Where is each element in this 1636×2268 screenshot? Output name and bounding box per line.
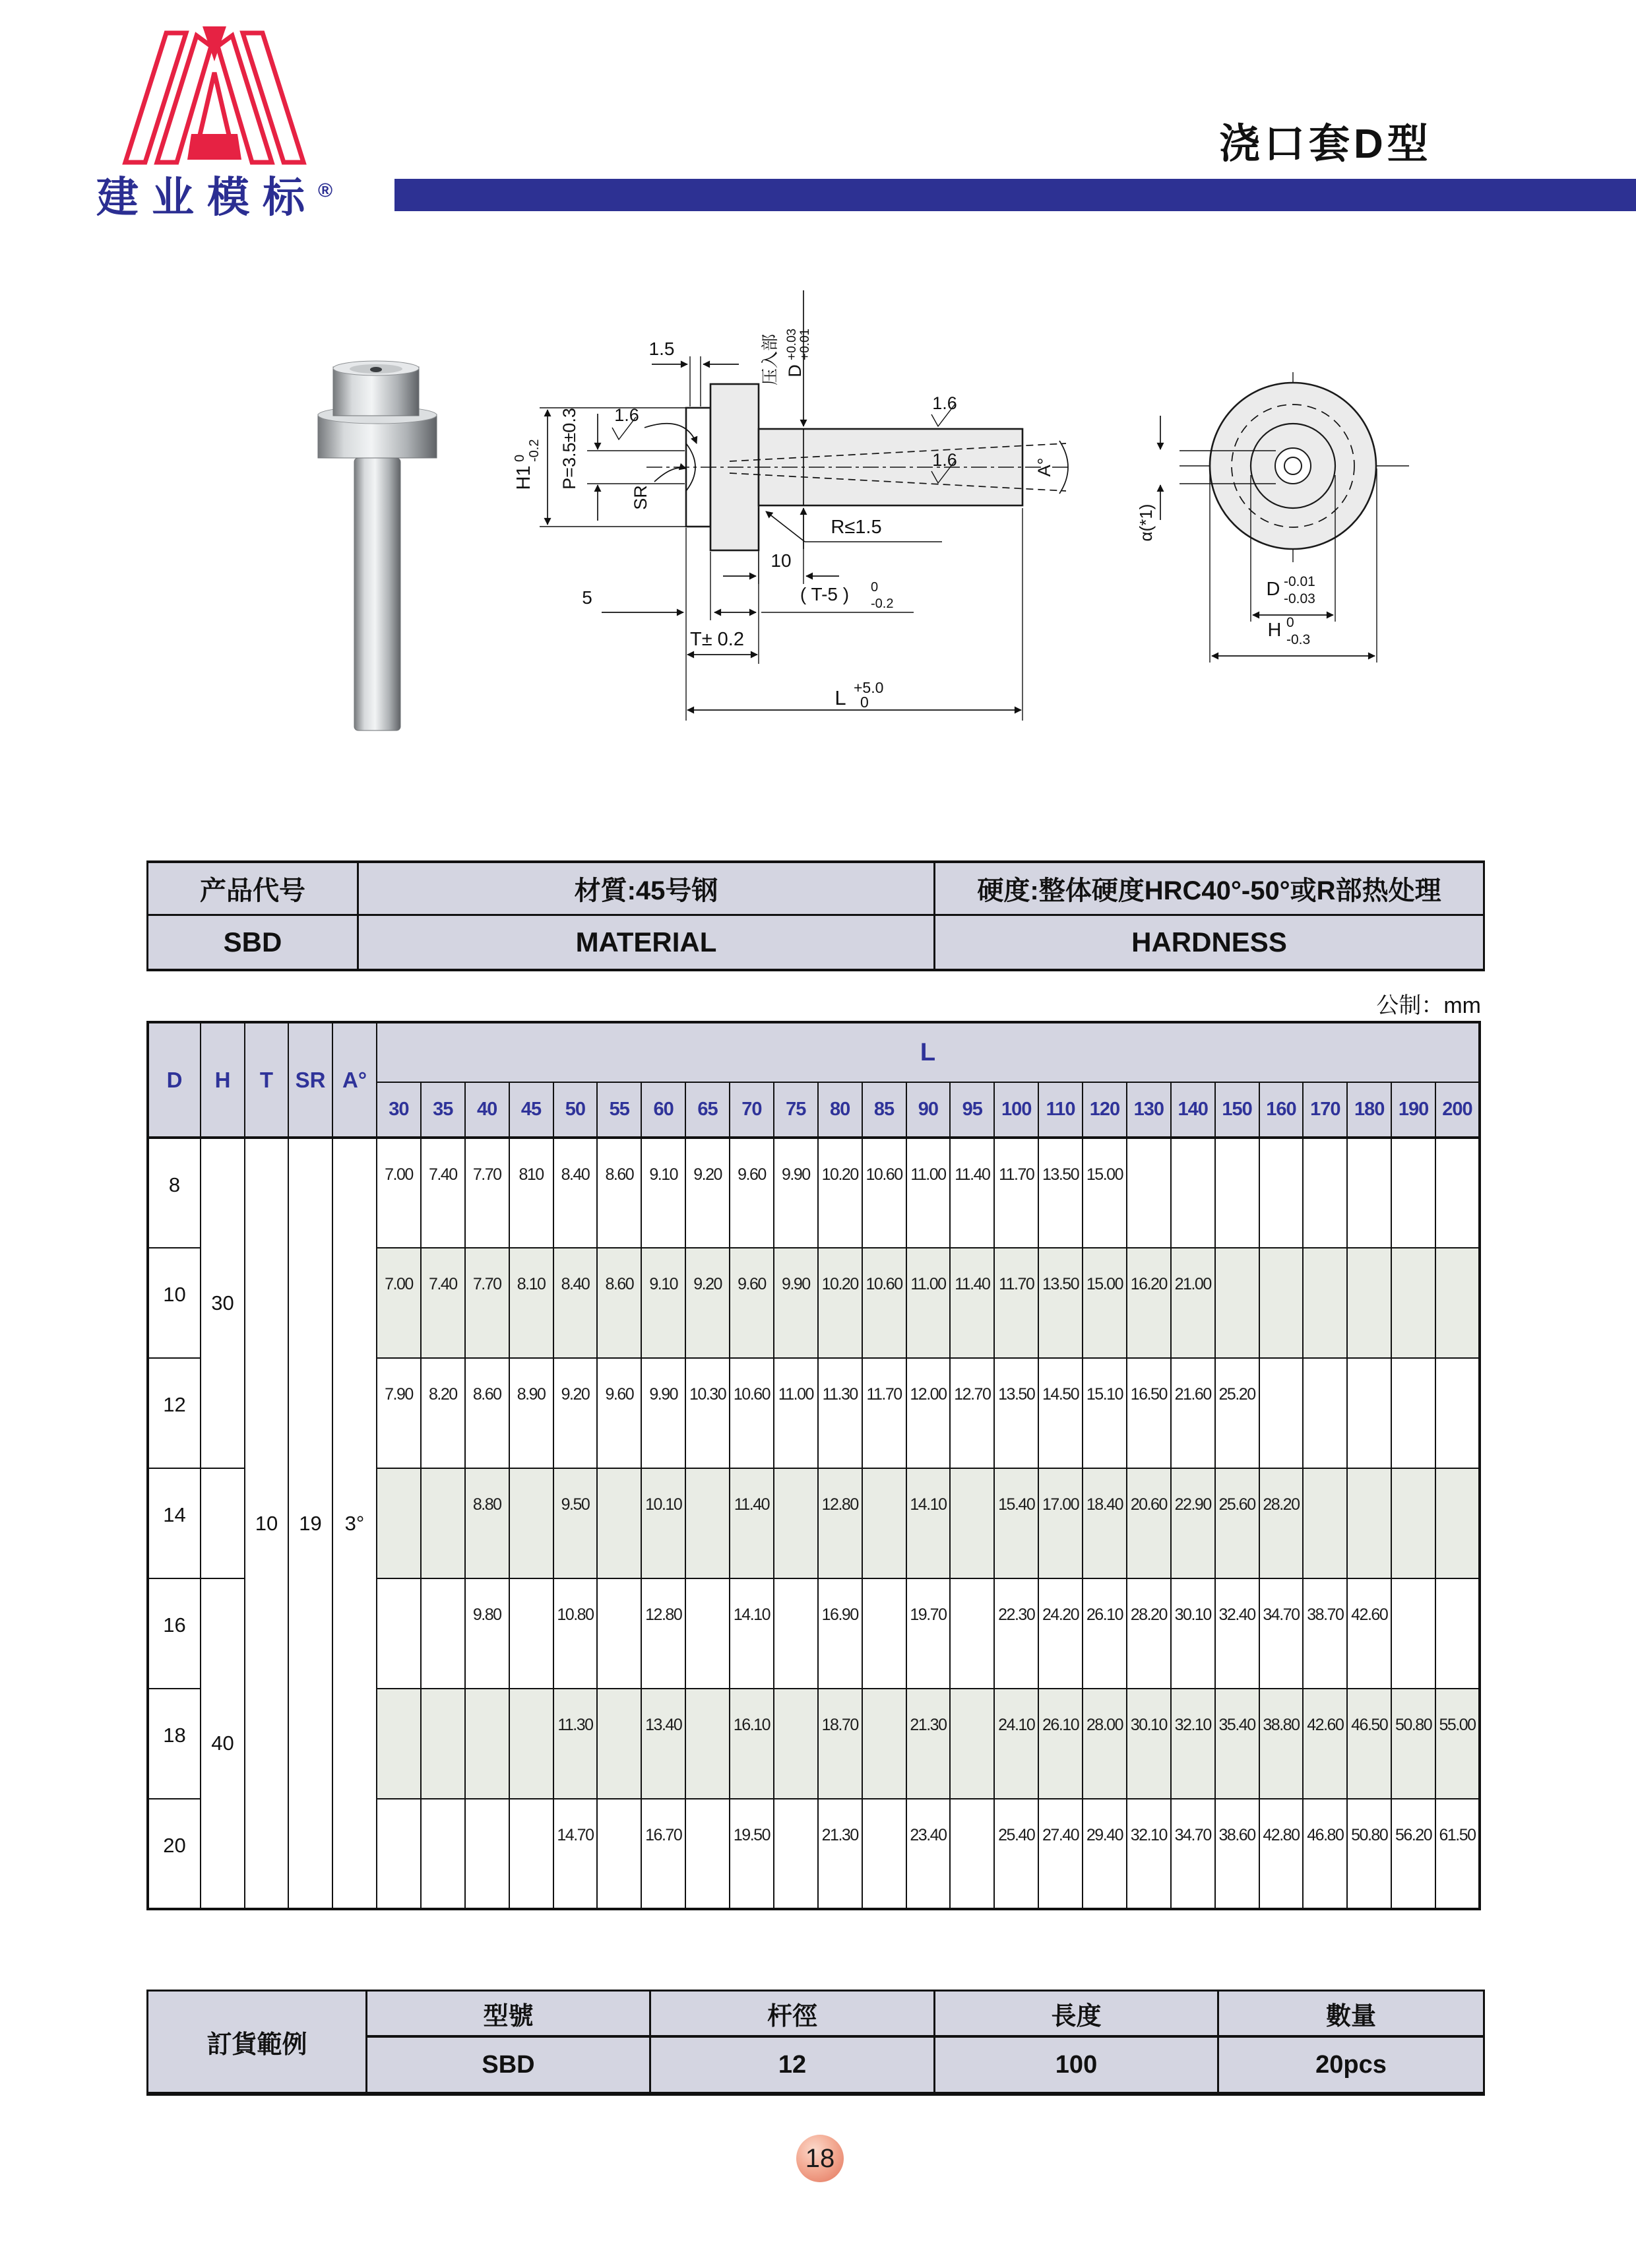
l-value-cell: 10.20	[818, 1138, 862, 1248]
l-col-100: 100	[994, 1082, 1038, 1138]
l-value-cell	[1391, 1468, 1435, 1578]
sr-label: SR	[631, 485, 650, 510]
l-value-cell: 11.40	[730, 1468, 774, 1578]
l-value-cell: 22.30	[994, 1578, 1038, 1689]
l-value-cell: 8.90	[509, 1358, 553, 1468]
d-value: 8	[148, 1138, 201, 1248]
l-value-cell: 38.70	[1303, 1578, 1347, 1689]
l-value-cell: 50.80	[1347, 1799, 1391, 1909]
l-value-cell	[862, 1799, 906, 1909]
l-value-cell: 21.60	[1171, 1358, 1215, 1468]
l-value-cell	[421, 1689, 465, 1799]
l-tol-up: +5.0	[854, 679, 884, 696]
l-value-cell	[597, 1689, 641, 1799]
l-col-55: 55	[597, 1082, 641, 1138]
order-value-model: SBD	[365, 2038, 649, 2092]
d-value: 16	[148, 1578, 201, 1689]
l-value-cell: 11.70	[994, 1248, 1038, 1358]
l-value-cell: 13.50	[994, 1358, 1038, 1468]
l-value-cell: 11.30	[553, 1689, 598, 1799]
l-value-cell: 30.10	[1127, 1689, 1171, 1799]
l-value-cell: 55.00	[1435, 1689, 1480, 1799]
l-value-cell: 9.90	[774, 1248, 818, 1358]
l-col-60: 60	[641, 1082, 685, 1138]
l-value-cell	[774, 1578, 818, 1689]
l-value-cell: 14.50	[1038, 1358, 1083, 1468]
d-tol-dn: -0.03	[1284, 591, 1315, 606]
l-value-cell	[597, 1468, 641, 1578]
l-value-cell	[509, 1689, 553, 1799]
l-value-cell: 12.00	[906, 1358, 951, 1468]
l-value-cell	[774, 1468, 818, 1578]
l-col-40: 40	[465, 1082, 509, 1138]
l-value-cell: 42.80	[1259, 1799, 1304, 1909]
l-value-cell: 23.40	[906, 1799, 951, 1909]
l-value-cell: 11.40	[950, 1138, 994, 1248]
l-value-cell: 9.60	[730, 1248, 774, 1358]
l-value-cell: 8.80	[465, 1468, 509, 1578]
a-value: 3°	[332, 1138, 377, 1909]
l-value-cell: 34.70	[1259, 1578, 1304, 1689]
l-value-cell	[1347, 1248, 1391, 1358]
l-value-cell: 25.40	[994, 1799, 1038, 1909]
l-value-cell: 32.10	[1171, 1689, 1215, 1799]
d-value: 14	[148, 1468, 201, 1578]
size-row-d8	[148, 1138, 1480, 1248]
l-value-cell: 29.40	[1083, 1799, 1127, 1909]
l-value-cell: 9.90	[641, 1358, 685, 1468]
l-col-30: 30	[377, 1082, 421, 1138]
l-value-cell	[1127, 1138, 1171, 1248]
l-value-cell: 10.20	[818, 1248, 862, 1358]
l-value-cell: 8.10	[509, 1248, 553, 1358]
l-value-cell	[774, 1689, 818, 1799]
t5-tol-up: 0	[871, 580, 879, 595]
l-value-cell: 16.50	[1127, 1358, 1171, 1468]
l-value-cell: 10.60	[862, 1138, 906, 1248]
part-photo	[318, 361, 437, 730]
l-value-cell: 10.30	[685, 1358, 730, 1468]
l-value-cell: 18.70	[818, 1689, 862, 1799]
l-col-110: 110	[1038, 1082, 1083, 1138]
l-value-cell: 30.10	[1171, 1578, 1215, 1689]
l-value-cell: 7.90	[377, 1358, 421, 1468]
h1-label: H1	[513, 465, 534, 490]
l-value-cell	[509, 1578, 553, 1689]
l-col-160: 160	[1259, 1082, 1304, 1138]
l-value-cell	[1259, 1248, 1304, 1358]
page-number-badge	[796, 2135, 844, 2182]
l-value-cell: 9.10	[641, 1138, 685, 1248]
r-label: R≤1.5	[831, 517, 882, 538]
hardness-cn: 硬度:整体硬度HRC40°-50°或R部热处理	[933, 863, 1483, 916]
l-col-180: 180	[1347, 1082, 1391, 1138]
l-value-cell: 810	[509, 1138, 553, 1248]
l-value-cell	[685, 1689, 730, 1799]
l-value-cell: 46.50	[1347, 1689, 1391, 1799]
l-value-cell: 8.40	[553, 1248, 598, 1358]
roughness-mark-2	[931, 393, 957, 426]
l-value-cell: 38.80	[1259, 1689, 1304, 1799]
l-value-cell: 11.40	[950, 1248, 994, 1358]
l-value-cell: 12.70	[950, 1358, 994, 1468]
t5-label: ( T-5 )	[800, 584, 850, 604]
l-value-cell: 21.30	[906, 1689, 951, 1799]
l-value-cell	[950, 1468, 994, 1578]
l-value-cell	[421, 1468, 465, 1578]
t-label: T± 0.2	[689, 629, 745, 650]
page-title: 浇口套D型	[1219, 121, 1432, 167]
l-value-cell: 12.80	[818, 1468, 862, 1578]
l-col-170: 170	[1303, 1082, 1347, 1138]
l-col-45: 45	[509, 1082, 553, 1138]
l-value-cell	[950, 1799, 994, 1909]
l-col-140: 140	[1171, 1082, 1215, 1138]
l-value-cell: 24.20	[1038, 1578, 1083, 1689]
l-value-cell	[1347, 1358, 1391, 1468]
l-value-cell: 9.60	[597, 1358, 641, 1468]
l-value-cell: 17.00	[1038, 1468, 1083, 1578]
l-value-cell	[1171, 1138, 1215, 1248]
l-value-cell	[509, 1468, 553, 1578]
l-value-cell	[377, 1799, 421, 1909]
order-title: 訂貨範例	[206, 2030, 307, 2059]
order-header-length: 長度	[933, 1992, 1217, 2038]
t-value: 10	[245, 1138, 288, 1909]
l-value-cell: 9.50	[553, 1468, 598, 1578]
order-header-diameter: 杆徑	[649, 1992, 933, 2038]
h-value: 40	[201, 1578, 245, 1909]
l-value-cell: 61.50	[1435, 1799, 1480, 1909]
l-value-cell: 11.00	[906, 1248, 951, 1358]
l-value-cell	[1435, 1578, 1480, 1689]
l-value-cell	[597, 1799, 641, 1909]
l-col-70: 70	[730, 1082, 774, 1138]
l-value-cell	[377, 1689, 421, 1799]
l-col-200: 200	[1435, 1082, 1480, 1138]
l-col-35: 35	[421, 1082, 465, 1138]
l-value-cell	[1259, 1358, 1304, 1468]
l-value-cell	[465, 1799, 509, 1909]
l-value-cell	[509, 1799, 553, 1909]
press-fit-tol-up: +0.03	[785, 328, 799, 360]
d-value: 20	[148, 1799, 201, 1909]
d-value: 18	[148, 1689, 201, 1799]
size-table-head	[148, 1022, 1480, 1138]
registered-mark: ®	[318, 179, 333, 202]
l-value-cell: 16.20	[1127, 1248, 1171, 1358]
svg-text:1.6: 1.6	[932, 450, 957, 470]
l-value-cell: 15.00	[1083, 1138, 1127, 1248]
d-value: 12	[148, 1358, 201, 1468]
l-value-cell: 9.20	[553, 1358, 598, 1468]
l-value-cell: 18.40	[1083, 1468, 1127, 1578]
l-value-cell	[685, 1799, 730, 1909]
l-value-cell: 14.10	[730, 1578, 774, 1689]
l-value-cell: 16.70	[641, 1799, 685, 1909]
col-header-h: H	[201, 1022, 245, 1138]
l-value-cell: 9.80	[465, 1578, 509, 1689]
h-value	[201, 1468, 245, 1578]
l-value-cell: 13.50	[1038, 1138, 1083, 1248]
press-fit-tol-dn: +0.01	[798, 328, 812, 360]
l-value-cell	[1303, 1358, 1347, 1468]
l-value-cell: 56.20	[1391, 1799, 1435, 1909]
l-value-cell: 10.60	[862, 1248, 906, 1358]
order-value-length: 100	[933, 2038, 1217, 2092]
l-value-cell: 28.20	[1259, 1468, 1304, 1578]
l-value-cell	[1215, 1248, 1259, 1358]
d-label: D	[1266, 579, 1280, 600]
l-col-150: 150	[1215, 1082, 1259, 1138]
order-value-qty: 20pcs	[1217, 2038, 1483, 2092]
l-value-cell: 7.70	[465, 1138, 509, 1248]
col-header-d: D	[148, 1022, 201, 1138]
svg-text:1.6: 1.6	[614, 405, 639, 425]
l-value-cell	[774, 1799, 818, 1909]
l-col-130: 130	[1127, 1082, 1171, 1138]
l-value-cell	[465, 1689, 509, 1799]
press-fit-d: D	[785, 364, 805, 377]
l-value-cell: 15.10	[1083, 1358, 1127, 1468]
h-label: H	[1267, 620, 1282, 641]
dim-1-5: 1.5	[648, 339, 675, 359]
l-col-95: 95	[950, 1082, 994, 1138]
l-value-cell	[1215, 1138, 1259, 1248]
col-header-sr: SR	[288, 1022, 332, 1138]
l-value-cell: 27.40	[1038, 1799, 1083, 1909]
l-value-cell	[1435, 1138, 1480, 1248]
l-tol-dn: 0	[860, 694, 869, 711]
header-rule	[394, 179, 1636, 211]
size-table	[146, 1021, 1481, 1910]
l-value-cell: 13.40	[641, 1689, 685, 1799]
section-view	[513, 290, 1072, 721]
material-table	[146, 860, 1485, 971]
l-value-cell	[1435, 1358, 1480, 1468]
l-value-cell: 15.40	[994, 1468, 1038, 1578]
l-value-cell: 25.60	[1215, 1468, 1259, 1578]
d-value: 10	[148, 1248, 201, 1358]
material-cn: 材質:45号钢	[357, 863, 933, 916]
technical-drawing	[277, 251, 1484, 851]
h-tol-dn: -0.3	[1286, 632, 1311, 647]
l-value-cell: 28.00	[1083, 1689, 1127, 1799]
l-value-cell: 20.60	[1127, 1468, 1171, 1578]
l-value-cell: 11.00	[774, 1358, 818, 1468]
dim-5: 5	[582, 587, 592, 608]
l-value-cell	[1391, 1248, 1435, 1358]
l-value-cell	[950, 1578, 994, 1689]
l-value-cell: 8.60	[597, 1248, 641, 1358]
l-value-cell: 42.60	[1303, 1689, 1347, 1799]
l-value-cell	[1303, 1468, 1347, 1578]
t5-tol-dn: -0.2	[871, 597, 894, 611]
l-value-cell	[685, 1578, 730, 1689]
l-value-cell: 22.90	[1171, 1468, 1215, 1578]
order-header-model: 型號	[365, 1992, 649, 2038]
l-value-cell: 24.10	[994, 1689, 1038, 1799]
l-value-cell: 8.20	[421, 1358, 465, 1468]
l-value-cell	[1347, 1138, 1391, 1248]
l-value-cell: 7.40	[421, 1138, 465, 1248]
h-tol-up: 0	[1286, 615, 1294, 630]
l-value-cell: 32.40	[1215, 1578, 1259, 1689]
l-value-cell	[862, 1689, 906, 1799]
l-value-cell	[421, 1578, 465, 1689]
l-value-cell: 7.00	[377, 1248, 421, 1358]
hardness-en: HARDNESS	[933, 916, 1483, 969]
company-logo-icon	[99, 25, 330, 165]
l-value-cell: 16.10	[730, 1689, 774, 1799]
company-name: 建业模标®	[96, 174, 333, 221]
l-col-80: 80	[818, 1082, 862, 1138]
h1-tol-up: 0	[513, 454, 527, 462]
l-value-cell	[377, 1468, 421, 1578]
size-table-wrap	[146, 1021, 1481, 1910]
size-table-body	[148, 1138, 1480, 1909]
l-col-85: 85	[862, 1082, 906, 1138]
l-value-cell	[1391, 1138, 1435, 1248]
metric-unit-label: 公制：mm	[1376, 993, 1481, 1018]
l-value-cell: 9.90	[774, 1138, 818, 1248]
l-value-cell: 21.30	[818, 1799, 862, 1909]
l-value-cell: 9.10	[641, 1248, 685, 1358]
l-value-cell: 11.70	[994, 1138, 1038, 1248]
roughness-mark-1	[612, 405, 639, 439]
l-value-cell: 50.80	[1391, 1689, 1435, 1799]
l-value-cell: 9.20	[685, 1248, 730, 1358]
l-value-cell	[597, 1578, 641, 1689]
l-value-cell	[1435, 1248, 1480, 1358]
l-value-cell: 9.20	[685, 1138, 730, 1248]
l-value-cell: 8.40	[553, 1138, 598, 1248]
l-value-cell: 10.80	[553, 1578, 598, 1689]
l-col-50: 50	[553, 1082, 598, 1138]
product-code-label: 产品代号	[148, 863, 357, 916]
l-value-cell: 42.60	[1347, 1578, 1391, 1689]
l-value-cell: 19.50	[730, 1799, 774, 1909]
alpha-label: α(*1)	[1136, 503, 1156, 542]
p-label: P=3.5±0.3	[559, 408, 579, 490]
order-example-table	[146, 1990, 1485, 2096]
l-value-cell: 15.00	[1083, 1248, 1127, 1358]
end-view	[1136, 372, 1409, 663]
order-value-diameter: 12	[649, 2038, 933, 2092]
l-value-cell: 28.20	[1127, 1578, 1171, 1689]
l-value-cell: 32.10	[1127, 1799, 1171, 1909]
l-value-cell: 13.50	[1038, 1248, 1083, 1358]
l-value-cell: 14.10	[906, 1468, 951, 1578]
l-value-cell: 9.60	[730, 1138, 774, 1248]
col-header-l: L	[377, 1022, 1480, 1082]
l-value-cell: 26.10	[1038, 1689, 1083, 1799]
l-value-cell: 11.70	[862, 1358, 906, 1468]
l-value-cell: 7.00	[377, 1138, 421, 1248]
l-value-cell	[1259, 1138, 1304, 1248]
l-value-cell	[862, 1468, 906, 1578]
col-header-a: A°	[332, 1022, 377, 1138]
l-col-120: 120	[1083, 1082, 1127, 1138]
sr-value: 19	[288, 1138, 332, 1909]
l-value-cell: 26.10	[1083, 1578, 1127, 1689]
l-value-cell	[1435, 1468, 1480, 1578]
l-value-cell	[1303, 1248, 1347, 1358]
l-value-cell: 12.80	[641, 1578, 685, 1689]
l-label: L	[834, 686, 846, 709]
svg-text:1.6: 1.6	[932, 393, 957, 413]
h1-tol-dn: -0.2	[527, 439, 542, 462]
l-value-cell	[1303, 1138, 1347, 1248]
l-value-cell	[685, 1468, 730, 1578]
l-col-90: 90	[906, 1082, 951, 1138]
l-value-cell: 25.20	[1215, 1358, 1259, 1468]
l-value-cell: 21.00	[1171, 1248, 1215, 1358]
d-tol-up: -0.01	[1284, 574, 1315, 589]
l-value-cell: 46.80	[1303, 1799, 1347, 1909]
dim-10: 10	[771, 550, 792, 571]
l-value-cell: 10.10	[641, 1468, 685, 1578]
h-value: 30	[201, 1138, 245, 1468]
l-value-cell	[421, 1799, 465, 1909]
l-value-cell: 8.60	[465, 1358, 509, 1468]
l-col-190: 190	[1391, 1082, 1435, 1138]
l-value-cell: 11.00	[906, 1138, 951, 1248]
l-value-cell: 7.40	[421, 1248, 465, 1358]
l-value-cell: 14.70	[553, 1799, 598, 1909]
col-header-t: T	[245, 1022, 288, 1138]
l-value-cell: 38.60	[1215, 1799, 1259, 1909]
l-value-cell: 35.40	[1215, 1689, 1259, 1799]
material-en: MATERIAL	[357, 916, 933, 969]
l-value-cell: 19.70	[906, 1578, 951, 1689]
l-value-cell	[1347, 1468, 1391, 1578]
l-value-cell	[862, 1578, 906, 1689]
l-value-cell: 10.60	[730, 1358, 774, 1468]
l-value-cell	[950, 1689, 994, 1799]
l-value-cell: 34.70	[1171, 1799, 1215, 1909]
l-value-cell	[377, 1578, 421, 1689]
product-code: SBD	[223, 926, 282, 957]
page-number: 18	[805, 2143, 835, 2173]
press-fit-label: 压入部	[760, 333, 780, 386]
a-label: A°	[1034, 457, 1054, 477]
l-value-cell	[1391, 1578, 1435, 1689]
l-col-75: 75	[774, 1082, 818, 1138]
order-header-qty: 數量	[1217, 1992, 1483, 2038]
l-value-cell: 7.70	[465, 1248, 509, 1358]
l-value-cell	[1391, 1358, 1435, 1468]
l-value-cell: 8.60	[597, 1138, 641, 1248]
l-col-65: 65	[685, 1082, 730, 1138]
l-value-cell: 11.30	[818, 1358, 862, 1468]
l-value-cell: 16.90	[818, 1578, 862, 1689]
